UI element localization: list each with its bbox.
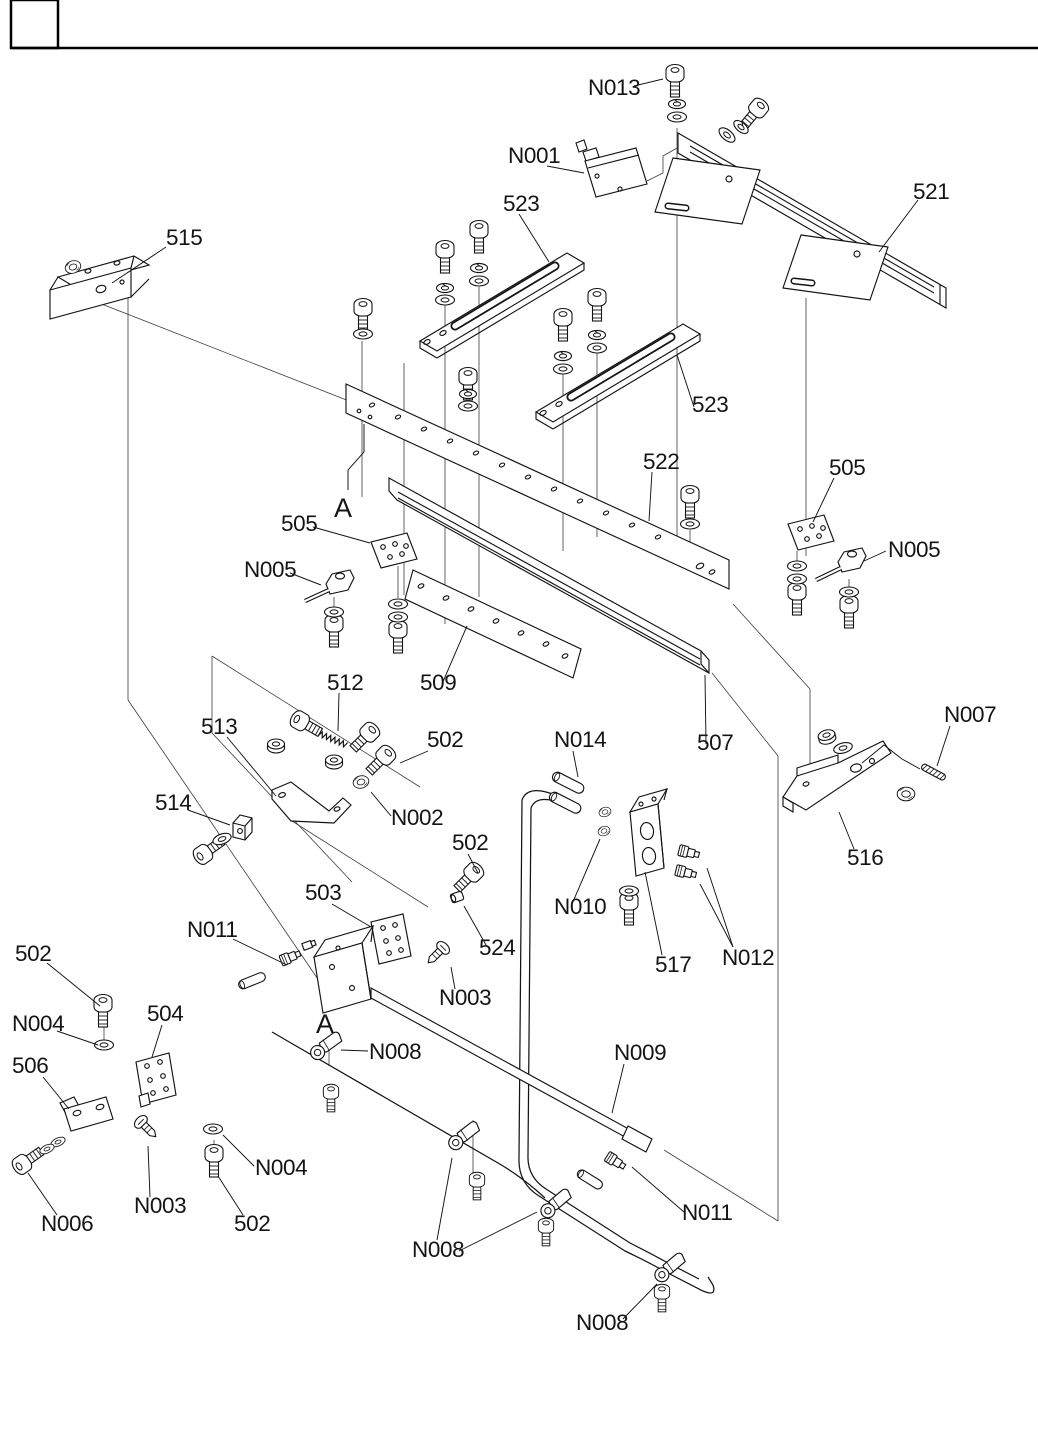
label-515: 515: [166, 225, 203, 250]
spring-washer: [471, 263, 488, 272]
flat-washer: [470, 276, 489, 286]
flat-washer: [459, 401, 478, 411]
detail-marker-a-lower: A: [316, 1009, 335, 1039]
cap-screw: [681, 486, 699, 519]
plate-503: [371, 914, 411, 964]
label-N012: N012: [722, 945, 775, 970]
flat-washer: [788, 574, 807, 584]
flat-washer: [833, 741, 854, 756]
link-bracket-513: [272, 782, 351, 823]
air-fitting: [678, 845, 701, 861]
label-504: 504: [147, 1001, 184, 1026]
label-N002: N002: [391, 805, 444, 830]
spring-washer: [437, 283, 454, 292]
clamp-screw: [469, 1172, 484, 1200]
spring-washer: [460, 389, 477, 398]
label-503: 503: [305, 880, 342, 905]
pan-screw: [132, 1113, 161, 1142]
label-507: 507: [697, 730, 734, 755]
label-517: 517: [655, 952, 692, 977]
label-502-c: 502: [15, 941, 52, 966]
flat-washer: [668, 112, 687, 122]
label-N013: N013: [588, 75, 641, 100]
cap-screw: [354, 299, 372, 332]
bracket-515: [50, 256, 149, 319]
label-N005-right: N005: [888, 537, 941, 562]
label-N010: N010: [554, 894, 607, 919]
label-514: 514: [155, 790, 192, 815]
label-N005-left: N005: [244, 557, 297, 582]
cap-screw: [588, 289, 606, 322]
spring-washer: [589, 330, 606, 339]
air-tube: [548, 791, 583, 815]
alignment-lines: [99, 128, 849, 1221]
flat-washer: [681, 519, 700, 529]
guide-plate-505-right: [788, 515, 834, 550]
manifold-block-517: [630, 789, 667, 876]
clamp-screw: [323, 1084, 338, 1112]
flat-washer: [325, 607, 344, 617]
label-N006: N006: [41, 1211, 94, 1236]
block-514: [233, 815, 252, 840]
nut: [268, 739, 285, 753]
o-ring: [597, 825, 611, 838]
label-N008-c: N008: [576, 1310, 629, 1335]
label-509: 509: [420, 670, 457, 695]
flat-washer: [588, 343, 607, 353]
mount-bracket-upper: [655, 158, 760, 224]
air-fitting: [675, 865, 698, 881]
label-506: 506: [12, 1053, 49, 1078]
label-516: 516: [847, 845, 884, 870]
rubber-grommet: [897, 787, 915, 801]
rubber-grommet: [352, 774, 370, 790]
cap-screw: [840, 596, 858, 629]
air-cylinder: [302, 926, 652, 1152]
label-502-b: 502: [452, 830, 489, 855]
cap-screw: [554, 309, 572, 342]
label-502-d: 502: [234, 1211, 271, 1236]
label-523-right: 523: [692, 392, 729, 417]
spring-washer: [555, 351, 572, 360]
flat-washer: [436, 295, 455, 305]
cord-clamp-n005-left: [305, 570, 354, 601]
plate-504: [136, 1053, 176, 1107]
flat-washer: [204, 1124, 223, 1134]
flat-washer: [717, 125, 738, 145]
bracket-516: [783, 741, 920, 812]
rod-end: [622, 1126, 652, 1152]
clamp-screw: [538, 1218, 553, 1246]
spring-washer: [669, 99, 686, 108]
cap-screw: [666, 65, 684, 98]
o-ring: [598, 806, 612, 819]
flat-washer: [354, 329, 373, 339]
label-512: 512: [327, 670, 364, 695]
cord-clamp-n005-right: [816, 548, 866, 580]
flat-washer: [389, 612, 408, 622]
threaded-stud: [920, 763, 946, 781]
mount-bracket-lower: [783, 235, 888, 300]
label-521: 521: [913, 179, 950, 204]
label-N001: N001: [508, 143, 561, 168]
label-N003-upper: N003: [439, 985, 492, 1010]
label-513: 513: [201, 714, 238, 739]
label-N008-b: N008: [412, 1237, 465, 1262]
cap-screw: [788, 583, 806, 616]
pan-screw: [423, 939, 452, 968]
label-N007: N007: [944, 702, 997, 727]
cap-screw: [347, 720, 383, 756]
nut: [817, 728, 837, 746]
micro-switch: [576, 140, 677, 197]
tube-spacer: [237, 971, 266, 990]
label-N004-upper: N004: [12, 1011, 65, 1036]
cap-screw: [325, 615, 343, 648]
label-N008-a: N008: [369, 1039, 422, 1064]
label-522: 522: [643, 449, 680, 474]
label-N009: N009: [614, 1040, 667, 1065]
label-524: 524: [479, 935, 516, 960]
tube-spacer: [576, 1168, 605, 1190]
cap-screw: [363, 743, 399, 779]
air-fitting: [279, 948, 302, 966]
nut: [326, 755, 343, 769]
sleeve-524: [450, 891, 464, 904]
flat-washer: [840, 587, 859, 597]
label-N004-lower: N004: [255, 1155, 308, 1180]
cap-screw: [389, 621, 407, 654]
label-505-left: 505: [281, 511, 318, 536]
page-frame: [11, 0, 1038, 48]
label-N011-upper: N011: [187, 917, 238, 942]
page-corner-box: [11, 0, 58, 48]
flat-washer: [620, 886, 639, 896]
cap-screw: [436, 241, 454, 274]
label-502-a: 502: [427, 727, 464, 752]
label-N003-lower: N003: [134, 1193, 187, 1218]
detail-marker-a-upper: A: [334, 493, 353, 523]
label-N014: N014: [554, 727, 607, 752]
label-505-right: 505: [829, 455, 866, 480]
flat-washer: [788, 561, 807, 571]
cap-screw: [451, 860, 487, 896]
cap-screw: [205, 1145, 223, 1178]
cap-screw: [94, 995, 112, 1028]
label-523-left: 523: [503, 191, 540, 216]
cap-screw: [620, 893, 638, 926]
air-fitting: [604, 1151, 627, 1171]
guide-plate-505-left: [371, 533, 417, 568]
cylinder-rod: [371, 988, 636, 1143]
bracket-506: [60, 1097, 113, 1131]
cap-screw: [470, 221, 488, 254]
air-tube: [551, 771, 586, 795]
clamp-screw: [654, 1284, 669, 1312]
label-N011-lower: N011: [682, 1200, 733, 1225]
flat-washer: [389, 599, 408, 609]
spring-512: [318, 731, 348, 748]
flat-washer: [554, 364, 573, 374]
